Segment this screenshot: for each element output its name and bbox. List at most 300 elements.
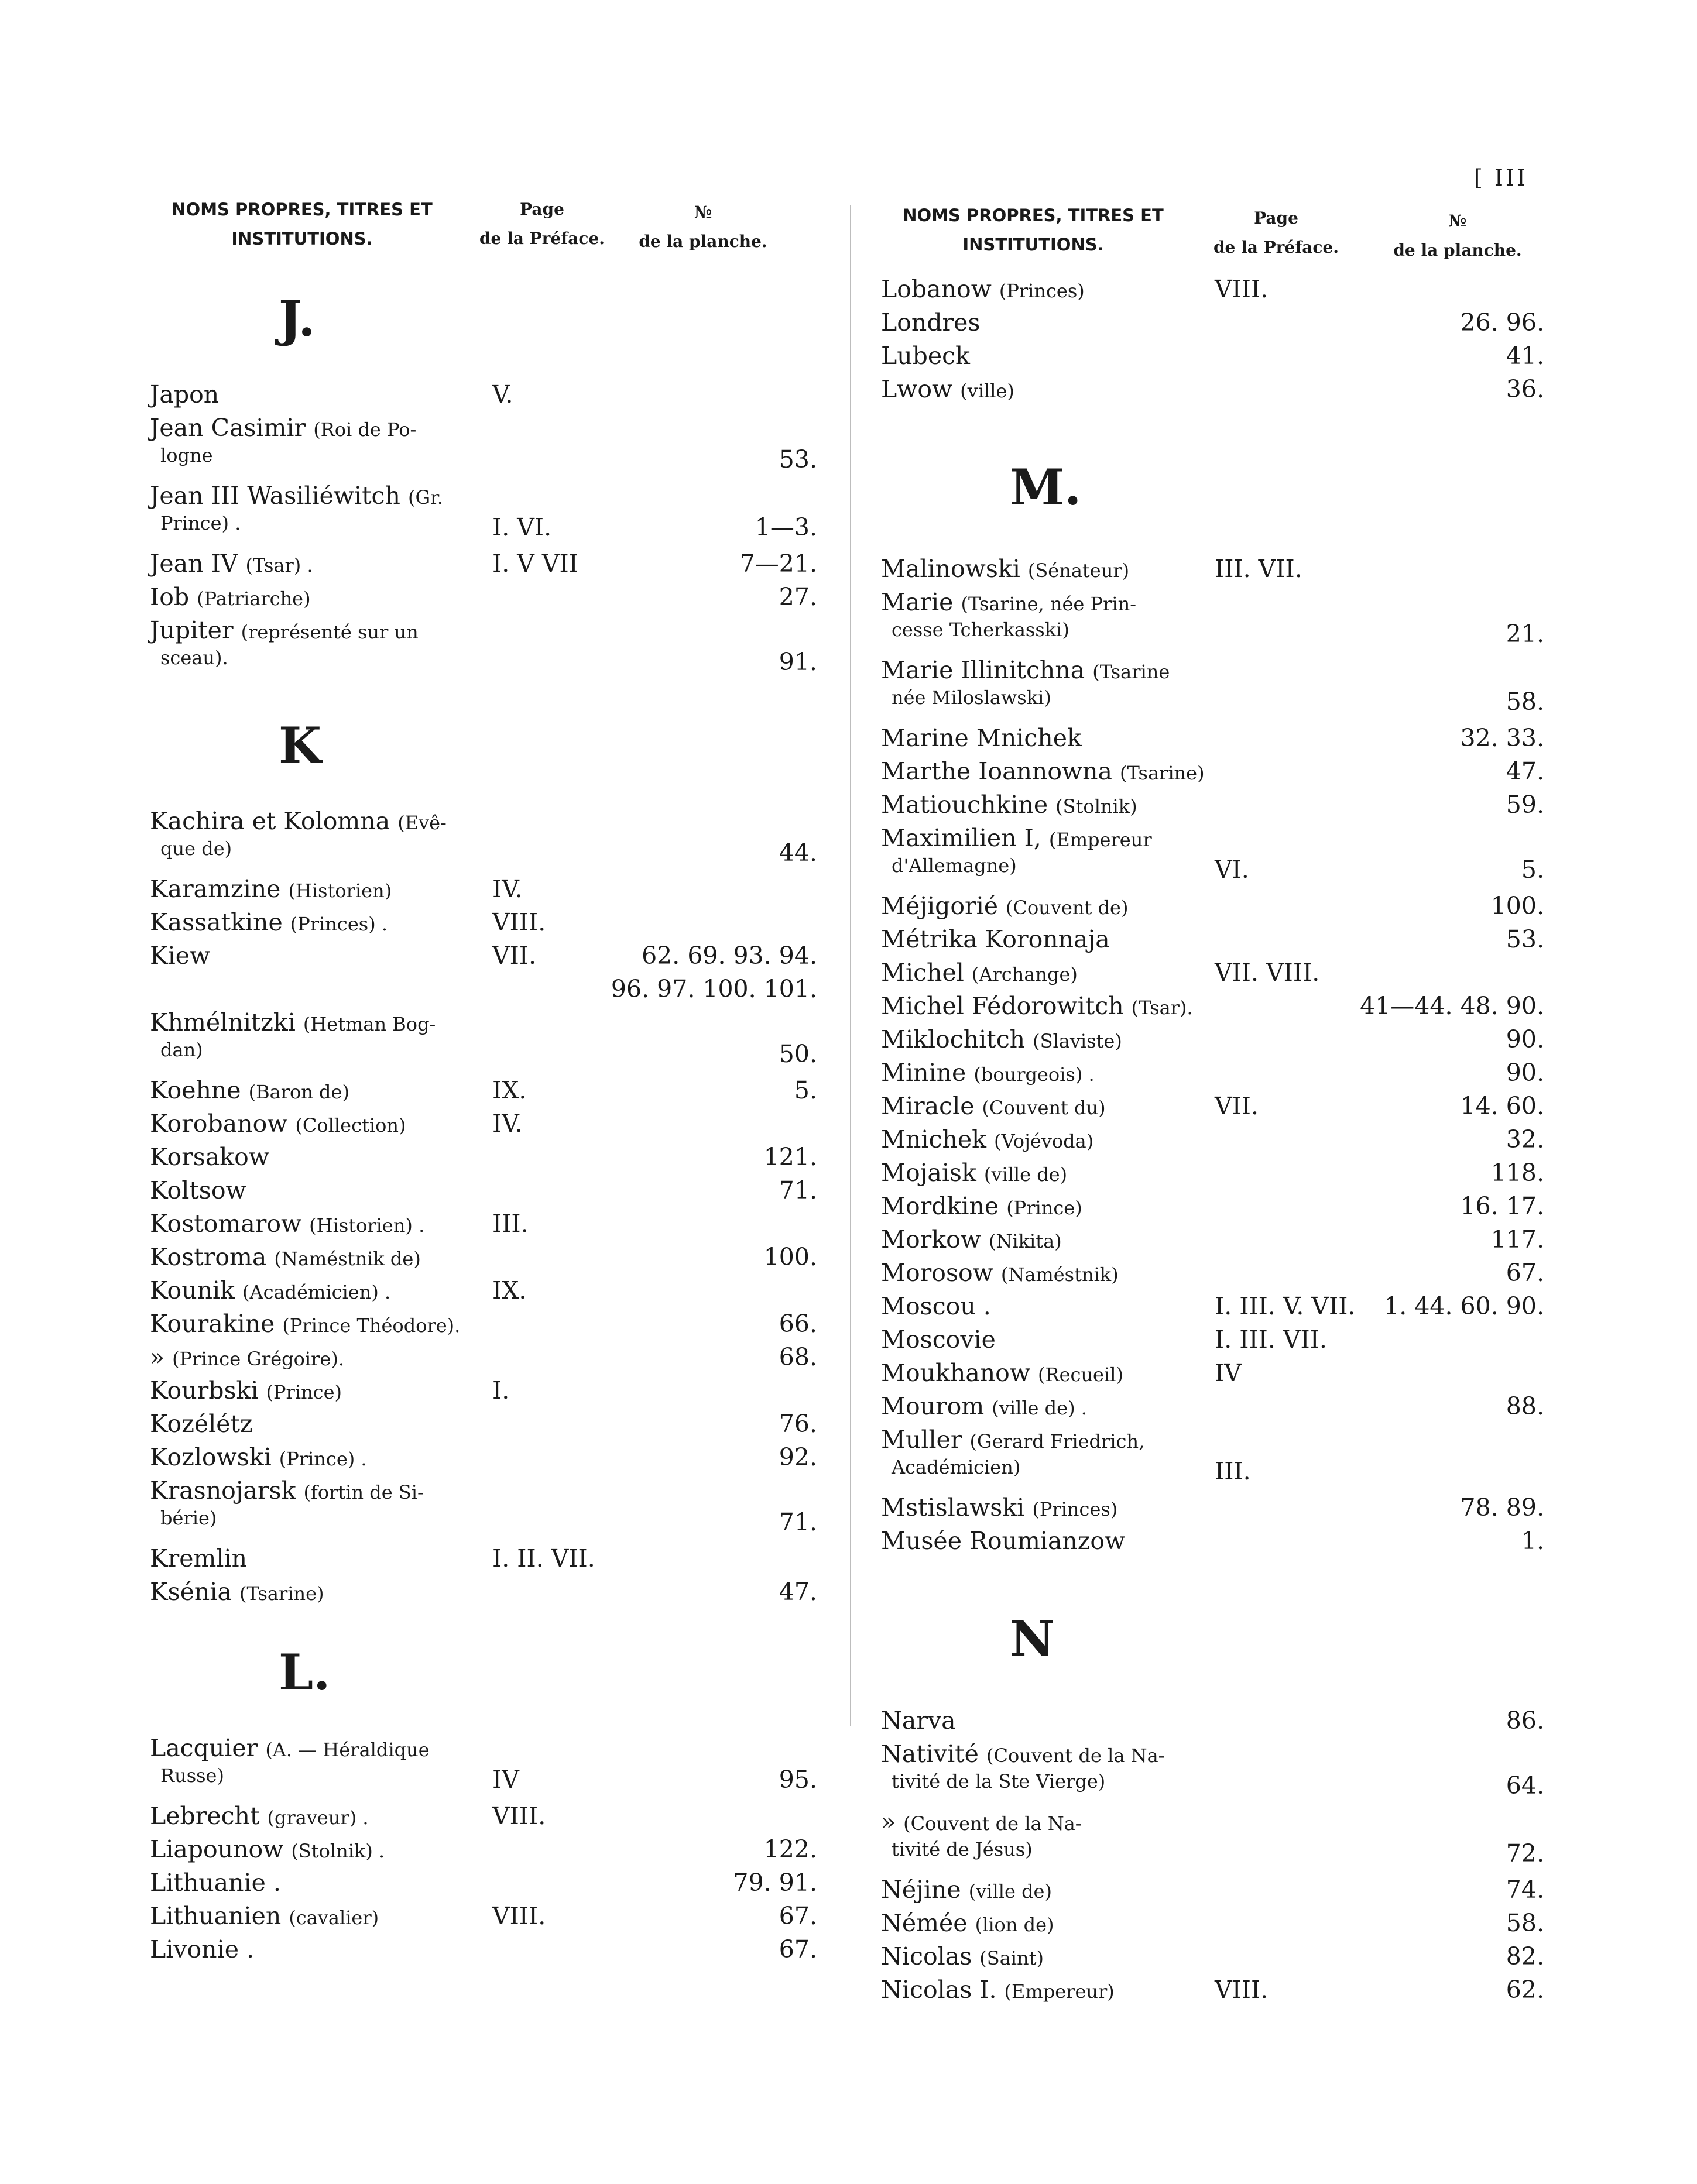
entry-name-line [881,656,1185,684]
entry-desc: (Patriarche) [197,588,311,610]
entry-name [881,1059,1185,1087]
header-page-line2: de la Préface. [479,229,605,248]
entry-desc: (ville de) . [992,1397,1087,1419]
entry-name-main: Métrika Koronnaja [881,925,1110,953]
entry-name-line [881,992,1193,1020]
entry-name-main: Krasnojarsk [150,1476,296,1505]
entry-name [881,1259,1185,1287]
entry-desc: (Nikita) [988,1230,1062,1252]
entry-planche-number: 32. [1506,1125,1544,1153]
entry-planche-number: 59. [1506,791,1544,819]
entry-desc: (Académicien) . [242,1281,391,1303]
entry-name-line [881,1125,1185,1153]
entry-name [150,1276,454,1304]
header-names [150,195,454,253]
entry-desc-cont: d'Allemagne) [892,854,1017,877]
header-names-line2: INSTITUTIONS. [962,235,1104,255]
header-page-line1: Page [520,200,564,219]
header-planche-line1: № [1448,211,1467,231]
entry-desc: (Roi de Po- [313,418,417,441]
entry-name-main: Mnichek [881,1125,986,1153]
entry-desc: (Couvent de la Na- [903,1812,1082,1835]
entry-planche-number: 86. [1506,1706,1544,1735]
entry-name-main: Marie Illinitchna [881,656,1085,684]
entry-desc: (Stolnik) . [291,1840,385,1862]
entry-name [150,1143,454,1171]
entry-name [881,1225,1185,1254]
entry-name [881,1909,1185,1937]
entry-desc: (Naméstnik de) [274,1248,421,1270]
entry-name-main: Matiouchkine [881,791,1048,819]
entry-name-main: Liapounow [150,1835,284,1863]
entry-name-line [881,275,1185,303]
entry-planche-number: 122. [763,1835,817,1863]
entry-desc: (Prince Théodore). [282,1314,461,1337]
page-number: [ III [1474,165,1528,191]
entry-desc: (Prince) . [279,1448,367,1470]
entry-name [881,1392,1185,1420]
entry-planche-number: 50. [779,1040,817,1068]
entry-name-line [881,375,1185,403]
entry-name [881,1292,1185,1320]
entry-desc: (Prince) [266,1381,342,1403]
entry-desc: (fortin de Si- [303,1481,424,1503]
entry-planche-number: 91. [779,648,817,676]
entry-desc: (Archange) [971,963,1078,985]
entry-desc: (Stolnik) [1055,795,1137,818]
entry-desc: (Prince Grégoire). [172,1348,344,1370]
entry-preface-page: VII. [1215,1092,1259,1120]
entry-preface-page: VI. [1215,856,1249,884]
entry-desc: (Couvent du) [982,1097,1106,1119]
entry-name-line [881,1225,1185,1254]
entry-name-line [150,583,454,611]
entry-preface-page: IV. [492,1110,523,1138]
entry-name [881,375,1185,403]
entry-desc: (graveur) . [267,1807,369,1829]
entry-desc: (lion de) [975,1914,1054,1936]
entry-planche-number: 27. [779,583,817,611]
entry-name-main: Kourakine [150,1310,275,1338]
entry-name-main: Jupiter [150,616,234,644]
entry-planche-number: 21. [1506,620,1544,648]
header-page-line2: de la Préface. [1213,238,1339,257]
entry-name-main: Lacquier [150,1734,258,1762]
entry-name [150,380,454,408]
entry-name [150,1802,454,1830]
entry-preface-page: VIII. [1215,1976,1269,2004]
entry-name [150,1476,454,1529]
entry-name-main: Moscou . [881,1292,991,1320]
entry-planche-number: 78. 89. [1460,1493,1544,1522]
entry-name-main: Livonie . [150,1935,255,1963]
entry-name-line [150,1869,454,1897]
entry-planche-number: 53. [779,445,817,473]
entry-name-main: Iob [150,583,190,611]
header-names-line1: NOMS PROPRES, TITRES ET [903,205,1164,225]
entry-name-line [150,807,454,835]
entry-name [150,550,454,578]
entry-desc: (Tsarine) [239,1582,324,1605]
entry-name-main: Narva [881,1706,956,1735]
entry-planche-number: 67. [779,1935,817,1963]
entry-preface-page: I. [492,1376,510,1405]
entry-name-line [881,1942,1185,1970]
header-planche-line1: № [694,202,712,222]
entry-planche-number: 47. [779,1578,817,1606]
entry-name-main: Kostroma [150,1243,267,1271]
entry-planche-number: 1. 44. 60. 90. [1384,1292,1544,1320]
entry-planche-number: 88. [1506,1392,1544,1420]
entry-desc: (Prince) [1006,1197,1082,1219]
entry-name-line [150,1310,461,1338]
entry-name [881,1976,1185,2004]
entry-name-main: Kassatkine [150,908,283,936]
entry-name-line [881,1706,1185,1735]
entry-name [150,1008,454,1061]
entry-preface-page: I. III. V. VII. [1215,1292,1356,1320]
entry-name-line [881,1059,1185,1087]
entry-name [881,1125,1185,1153]
entry-name-line [150,1802,454,1830]
entry-preface-page: VIII. [1215,275,1269,303]
entry-name [881,1192,1185,1220]
entry-preface-page: IV [1215,1359,1242,1387]
entry-name [150,1544,454,1572]
entry-name [881,275,1185,303]
entry-name [150,1210,454,1238]
entry-preface-page: I. V VII [492,550,578,578]
entry-name [150,1902,454,1930]
entry-planche-number: 41. [1506,342,1544,370]
entry-name-main: Lwow [881,375,953,403]
entry-name-line [150,550,454,578]
entry-preface-page: I. III. VII. [1215,1325,1327,1354]
entry-name-line [150,1343,454,1371]
entry-name-line [150,1476,454,1505]
column-divider [850,205,851,1726]
entry-desc-cont: bérie) [160,1507,217,1529]
entry-name-line [150,1443,454,1471]
entry-name [881,1942,1185,1970]
entry-desc: (ville) [960,380,1014,402]
entry-name [881,724,1185,752]
entry-name-line [881,1259,1185,1287]
entry-name-line [881,1876,1185,1904]
section-letter: K [279,716,322,774]
entry-name-line [881,1359,1185,1387]
entry-desc: (Vojévoda) [994,1130,1094,1152]
entry-name-main: Maximilien I, [881,824,1041,852]
entry-name [881,992,1193,1020]
entry-preface-page: IX. [492,1276,527,1304]
entry-planche-number: 64. [1506,1771,1544,1800]
entry-name [150,1935,454,1963]
entry-name [150,482,454,534]
entry-name [150,942,454,970]
entry-name-line [150,1176,454,1204]
entry-planche-number: 16. 17. [1460,1192,1544,1220]
entry-name [150,1076,454,1104]
entry-name [150,908,454,936]
entry-name-main: Mojaisk [881,1159,976,1187]
entry-name-line [150,1935,454,1963]
entry-name-main: Musée Roumianzow [881,1527,1126,1555]
entry-name-main: Moukhanow [881,1359,1030,1387]
entry-name [150,807,454,860]
entry-desc: (Gr. [407,486,443,509]
entry-preface-page: IV. [492,875,523,903]
entry-name-main: Marine Mnichek [881,724,1082,752]
entry-name-line [881,1808,1185,1836]
entry-name-main: Kachira et Kolomna [150,807,390,835]
entry-planche-number: 5. [1521,856,1544,884]
entry-name-line [150,1008,454,1036]
entry-name [881,1493,1185,1522]
entry-planche-number: 66. [779,1310,817,1338]
entry-name-line [150,908,454,936]
entry-planche-number: 117. [1490,1225,1544,1254]
entry-preface-page: III. [1215,1457,1251,1485]
entry-name-main: Miklochitch [881,1025,1026,1053]
entry-name-main: Koltsow [150,1176,246,1204]
entry-desc: (Hetman Bog- [303,1013,436,1035]
entry-desc-cont: Russe) [160,1764,224,1787]
entry-name-main: Karamzine [150,875,281,903]
entry-name-main: Némée [881,1909,968,1937]
entry-planche-number: 7—21. [739,550,817,578]
entry-name-main: Mstislawski [881,1493,1025,1522]
entry-desc-cont: dan) [160,1039,203,1061]
section-letter: J. [279,290,316,348]
entry-name-main: Minine [881,1059,966,1087]
entry-desc: (bourgeois) . [973,1063,1095,1086]
entry-desc: (Empereur [1048,829,1152,851]
entry-name-line [150,1110,454,1138]
entry-name [881,1159,1185,1187]
entry-name-main: Muller [881,1426,962,1454]
entry-desc: (Recueil) [1038,1364,1123,1386]
entry-name [150,1110,454,1138]
entry-name-line [881,791,1185,819]
entry-name-main: Jean Casimir [150,414,306,442]
entry-name-main: Miracle [881,1092,975,1120]
entry-name [881,555,1185,583]
header-page [457,195,627,253]
entry-name-main: Nicolas I. [881,1976,997,2004]
entry-planche-number: 90. [1506,1025,1544,1053]
entry-planche-number: 58. [1506,1909,1544,1937]
entry-name [150,1376,454,1405]
entry-name-main: » [150,1343,165,1371]
entry-name [881,925,1185,953]
entry-desc: (Couvent de la Na- [986,1745,1165,1767]
entry-planche-number: 90. [1506,1059,1544,1087]
entry-name [881,1876,1185,1904]
header-planche-line2: de la planche. [639,232,767,251]
entry-name-line [150,942,454,970]
entry-name [150,1578,454,1606]
entry-preface-page: III. [492,1210,529,1238]
entry-name-main: Jean III Wasiliéwitch [150,482,400,510]
entry-desc: (Princes) . [290,913,388,935]
entry-name [881,1092,1185,1120]
entry-name-line [150,875,454,903]
entry-desc-cont: cesse Tcherkasski) [892,619,1069,641]
entry-planche-number: 71. [779,1508,817,1536]
entry-desc: (ville de) [983,1163,1068,1186]
entry-planche-number: 68. [779,1343,817,1371]
entry-name-line [881,1909,1185,1937]
entry-desc: (Couvent de) [1006,897,1129,919]
entry-name-main: Morosow [881,1259,993,1287]
entry-name [881,892,1185,920]
entry-name [150,1869,454,1897]
entry-desc-cont: sceau). [160,647,228,669]
entry-desc: (Tsarine [1092,661,1170,683]
section-letter: M. [1010,458,1082,516]
entry-name-main: » [881,1808,896,1836]
entry-preface-page: IX. [492,1076,527,1104]
entry-name-main: Lobanow [881,275,992,303]
entry-name-line [881,588,1185,616]
entry-desc: (représenté sur un [241,621,419,643]
entry-desc: (cavalier) [289,1907,379,1929]
entry-planche-number: 95. [779,1766,817,1794]
entry-name [881,1325,1185,1354]
entry-name-main: Morkow [881,1225,981,1254]
header-planche-line2: de la planche. [1393,241,1522,260]
entry-name [881,588,1185,641]
entry-desc: (Slaviste) [1033,1030,1122,1052]
entry-planche-number: 118. [1490,1159,1544,1187]
entry-planche-number: 32. 33. [1460,724,1544,752]
header-page-right [1191,204,1361,262]
entry-name-line [150,1734,454,1762]
entry-name-main: Mourom [881,1392,985,1420]
entry-desc: (Naméstnik) [1000,1263,1119,1286]
entry-name [881,1527,1185,1555]
entry-name-main: Nicolas [881,1942,972,1970]
entry-name-line [881,1292,1185,1320]
entry-desc: (A. — Héraldique [265,1739,430,1761]
entry-name [150,1243,454,1271]
entry-name [881,1740,1185,1792]
entry-desc: (Tsarine) [1120,762,1205,784]
entry-name [881,791,1185,819]
entry-name-main: Japon [150,380,220,408]
entry-name-line [150,380,454,408]
entry-name [881,1025,1185,1053]
entry-name-line [881,724,1185,752]
entry-preface-page: VII. [492,942,537,970]
entry-planche-number: 44. [779,839,817,867]
entry-planche-number: 72. [1506,1839,1544,1867]
entry-planche-number: 5. [794,1076,817,1104]
entry-planche-number: 62. 69. 93. 94. [642,942,817,970]
entry-name [150,875,454,903]
entry-name-main: Londres [881,308,981,336]
entry-name-line [881,1325,1185,1354]
entry-preface-page: VIII. [492,908,546,936]
entry-name [150,1835,454,1863]
entry-desc: (Saint) [979,1947,1044,1969]
entry-name-line [150,1143,454,1171]
entry-name [150,414,454,466]
entry-name-main: Ksénia [150,1578,232,1606]
entry-name-main: Néjine [881,1876,961,1904]
entry-preface-page: IV [492,1766,519,1794]
entry-name-main: Kozlowski [150,1443,272,1471]
entry-name [881,1426,1185,1478]
entry-name-main: Korobanow [150,1110,288,1138]
entry-name-main: Kourbski [150,1376,259,1405]
entry-name-line [881,555,1185,583]
entry-desc: (Princes) [999,280,1085,302]
entry-name-line [881,342,1185,370]
entry-planche-number: 67. [1506,1259,1544,1287]
header-names-line1: NOMS PROPRES, TITRES ET [172,200,433,219]
entry-name-line [881,757,1205,785]
header-planche [618,198,788,256]
entry-name-line [150,1276,454,1304]
entry-desc-cont: tivité de Jésus) [892,1838,1033,1860]
entry-preface-page: VII. VIII. [1215,959,1320,987]
entry-planche-number: 36. [1506,375,1544,403]
entry-name [150,1176,454,1204]
entry-name-main: Marie [881,588,954,616]
entry-planche-number: 53. [1506,925,1544,953]
entry-desc: (Sénateur) [1027,559,1130,582]
entry-name-line [150,1578,454,1606]
header-page-line1: Page [1254,208,1298,228]
entry-preface-page: VIII. [492,1802,546,1830]
entry-name-main: Nativité [881,1740,979,1768]
entry-name-line [150,1410,454,1438]
entry-name [881,959,1185,987]
entry-planche-number: 82. [1506,1942,1544,1970]
entry-name-line [150,482,454,510]
entry-name-line [150,1544,454,1572]
entry-planche-number: 92. [779,1443,817,1471]
entry-preface-page: V. [492,380,513,408]
entry-name-line [881,824,1185,852]
entry-desc: (Tsarine, née Prin- [961,593,1137,615]
entry-desc: (ville de) [968,1880,1052,1903]
entry-preface-page: I. II. VII. [492,1544,595,1572]
entry-name-main: Korsakow [150,1143,269,1171]
header-names-line2: INSTITUTIONS. [231,229,373,249]
entry-planche-number: 26. 96. [1460,308,1544,336]
entry-name-main: Lithuanien [150,1902,282,1930]
entry-planche-number: 1—3. [755,513,817,541]
entry-name-line [881,1976,1185,2004]
entry-name [881,342,1185,370]
entry-name-main: Kremlin [150,1544,248,1572]
entry-name [881,308,1185,336]
entry-desc: (Tsar). [1131,997,1193,1019]
entry-name [881,824,1185,877]
entry-desc: (Historien) . [309,1214,425,1237]
entry-name-line [150,1243,454,1271]
entry-name [150,616,454,669]
entry-name [881,1359,1185,1387]
entry-name-main: Marthe Ioannowna [881,757,1112,785]
entry-name-line [881,1192,1185,1220]
entry-name-line [881,1493,1185,1522]
header-names-right [881,201,1185,259]
entry-desc-cont: tivité de la Ste Vierge) [892,1770,1106,1792]
